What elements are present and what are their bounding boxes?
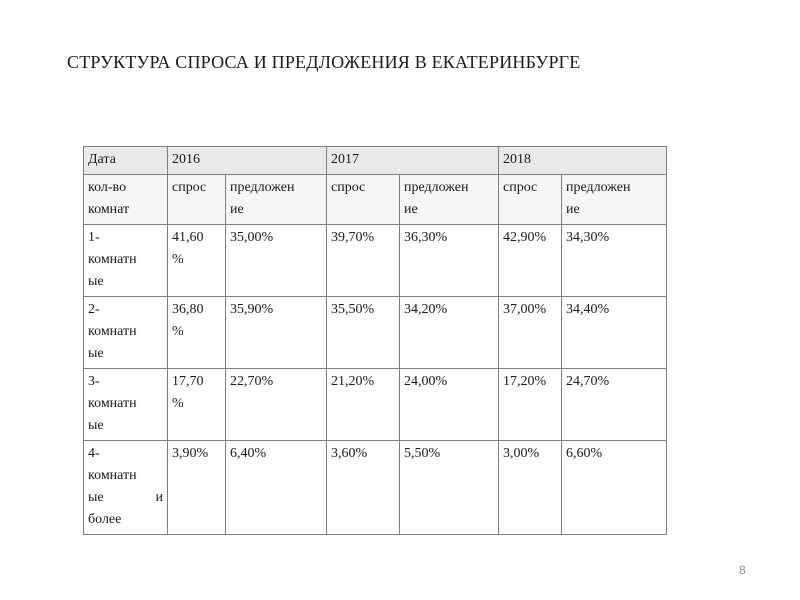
cell-demand-2017: 35,50% xyxy=(327,297,400,369)
header-year-2016: 2016 xyxy=(168,147,327,175)
table-row-4-room xyxy=(84,441,667,535)
cell-supply-2016: 35,90% xyxy=(226,297,327,369)
cell-demand-2016: 17,70 % xyxy=(168,369,226,441)
cell-supply-2016: 22,70% xyxy=(226,369,327,441)
cell-supply-2017: 34,20% xyxy=(400,297,499,369)
demand-supply-table xyxy=(83,146,667,535)
cell-supply-2018: 34,30% xyxy=(562,225,667,297)
page-title: СТРУКТУРА СПРОСА И ПРЕДЛОЖЕНИЯ В ЕКАТЕРИНБУРГЕ xyxy=(67,52,581,72)
cell-demand-2018: 3,00% xyxy=(499,441,562,535)
header-supply-2018: предложен ие xyxy=(562,175,667,225)
cell-demand-2017: 3,60% xyxy=(327,441,400,535)
cell-demand-2017: 39,70% xyxy=(327,225,400,297)
cell-supply-2018: 34,40% xyxy=(562,297,667,369)
cell-demand-2016: 41,60 % xyxy=(168,225,226,297)
cell-supply-2018: 24,70% xyxy=(562,369,667,441)
cell-supply-2017: 36,30% xyxy=(400,225,499,297)
table-row-1-room xyxy=(84,225,667,297)
table-row-2-room xyxy=(84,297,667,369)
cell-demand-2018: 17,20% xyxy=(499,369,562,441)
table-subheader-row xyxy=(84,175,667,225)
header-year-2017: 2017 xyxy=(327,147,499,175)
table-header-row xyxy=(84,147,667,175)
row-label: 4- комнатн ые и более xyxy=(84,441,168,535)
cell-supply-2017: 5,50% xyxy=(400,441,499,535)
row-label: 3- комнатн ые xyxy=(84,369,168,441)
cell-supply-2016: 6,40% xyxy=(226,441,327,535)
cell-supply-2017: 24,00% xyxy=(400,369,499,441)
row-label: 1- комнатн ые xyxy=(84,225,168,297)
table-row-3-room xyxy=(84,369,667,441)
header-supply-2017: предложен ие xyxy=(400,175,499,225)
cell-supply-2018: 6,60% xyxy=(562,441,667,535)
cell-demand-2016: 3,90% xyxy=(168,441,226,535)
cell-demand-2016: 36,80 % xyxy=(168,297,226,369)
header-date: Дата xyxy=(84,147,168,175)
row-label: 2- комнатн ые xyxy=(84,297,168,369)
header-demand-2018: спрос xyxy=(499,175,562,225)
header-demand-2017: спрос xyxy=(327,175,400,225)
header-year-2018: 2018 xyxy=(499,147,667,175)
cell-demand-2018: 37,00% xyxy=(499,297,562,369)
cell-demand-2018: 42,90% xyxy=(499,225,562,297)
cell-demand-2017: 21,20% xyxy=(327,369,400,441)
page-number: 8 xyxy=(739,563,746,577)
header-demand-2016: спрос xyxy=(168,175,226,225)
cell-supply-2016: 35,00% xyxy=(226,225,327,297)
header-rooms: кол-во комнат xyxy=(84,175,168,225)
header-supply-2016: предложен ие xyxy=(226,175,327,225)
